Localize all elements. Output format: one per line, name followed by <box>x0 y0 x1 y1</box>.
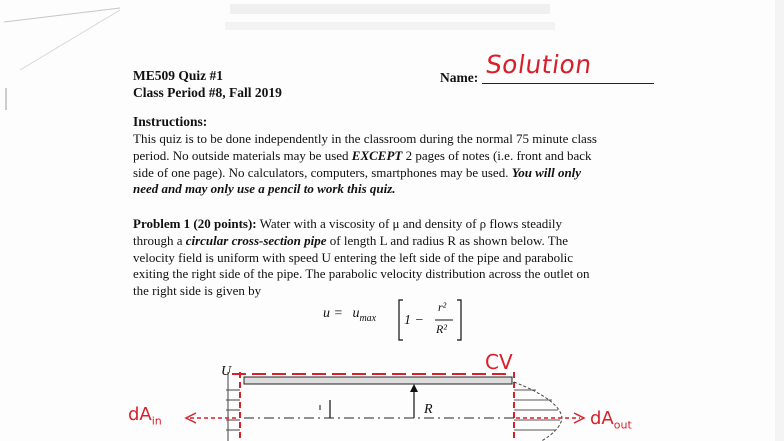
instructions-line <box>133 165 663 182</box>
da-in-sub: in <box>151 414 162 428</box>
problem-line: velocity field is uniform with speed U entering the left side of the pipe and parabolic <box>133 249 574 265</box>
text-run: period. No outside materials may be used <box>133 147 352 163</box>
class-period: Class Period #8, Fall 2019 <box>133 85 282 100</box>
eq-subscript: max <box>359 312 377 324</box>
text-run: Water with a viscosity of μ and density of ρ flows steadily <box>256 216 562 231</box>
da-out-sub: out <box>613 418 632 432</box>
da-out-text: dA <box>590 408 614 429</box>
instructions-line <box>133 181 663 198</box>
cv-label: CV <box>485 350 513 374</box>
outlet-velocity-arrows <box>514 390 560 430</box>
problem-text <box>133 216 663 300</box>
da-in-label <box>128 404 162 428</box>
text-run: of length L and radius R as shown below. The <box>326 232 568 248</box>
da-in-text: dA <box>128 404 152 425</box>
problem-line <box>133 216 663 233</box>
emphasis-pipe: circular cross-section pipe <box>185 232 327 248</box>
scan-pencil-mark <box>0 0 140 110</box>
problem-heading: Problem 1 (20 points): <box>133 216 257 231</box>
scan-artifact <box>230 4 550 14</box>
problem-line: exiting the right side of the pipe. The parabolic velocity distribution across the outlet on <box>133 266 590 282</box>
velocity-equation <box>323 306 376 324</box>
pipe-figure <box>0 360 784 441</box>
inlet-speed-label: U <box>221 364 232 379</box>
instructions-heading: Instructions: <box>133 114 208 129</box>
instructions-text <box>133 131 663 198</box>
eq-lhs: u = <box>323 306 343 321</box>
instructions-line <box>133 148 663 165</box>
emphasis-except: EXCEPT <box>351 147 403 163</box>
eq-umax: u <box>352 306 360 321</box>
pipe-top-wall <box>244 377 512 384</box>
course-title: ME509 Quiz #1 <box>133 68 223 83</box>
eq-denominator: R² <box>436 322 447 336</box>
da-out-label <box>590 408 632 432</box>
eq-numerator: r² <box>438 300 447 314</box>
outlet-parabola <box>514 382 562 441</box>
handwritten-solution: Solution <box>483 50 594 79</box>
problem-line: the right side is given by <box>133 283 262 299</box>
emphasis-text: You will only <box>511 164 582 180</box>
radius-arrowhead <box>410 384 418 392</box>
text-run: 2 pages of notes (i.e. front and back <box>402 147 592 163</box>
text-run: side of one page). No calculators, computers, smartphones may be used. <box>133 164 512 180</box>
emphasis-text: need and may only use a pencil to work this quiz. <box>133 181 396 197</box>
eq-one-minus: 1 − <box>404 313 424 328</box>
name-underline <box>482 83 654 84</box>
scan-artifact <box>225 22 555 30</box>
name-label: Name: <box>440 70 479 85</box>
instructions-line: This quiz is to be done independently in the classroom during the normal 75 minute class <box>133 131 597 146</box>
text-run: through a <box>133 232 186 248</box>
problem-line <box>133 233 663 250</box>
radius-label: R <box>424 402 433 417</box>
